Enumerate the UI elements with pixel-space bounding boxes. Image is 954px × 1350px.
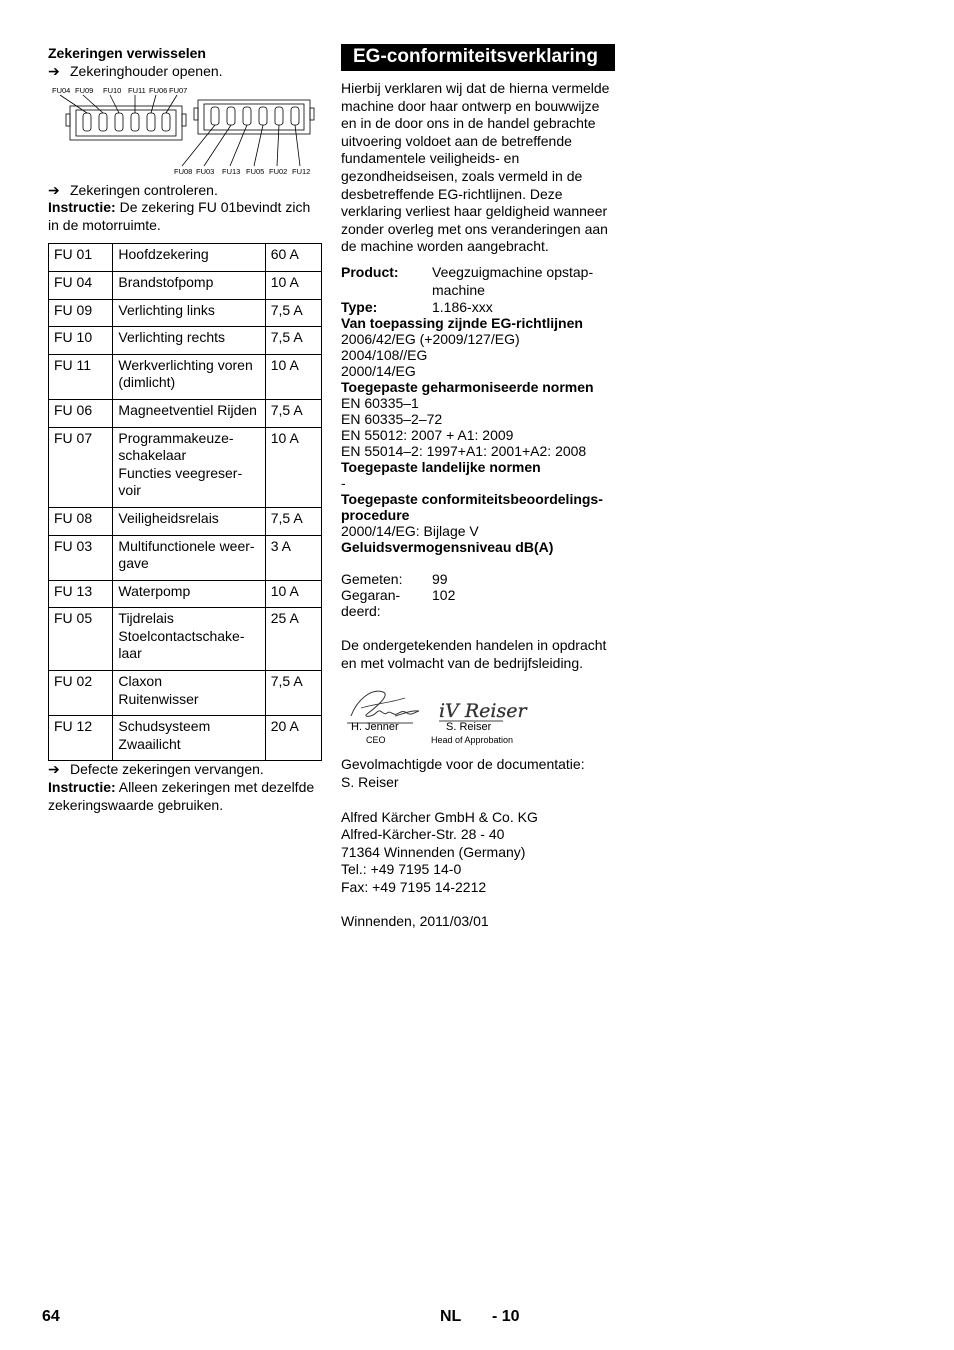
fuse-description: Claxon Ruitenwisser [113, 671, 265, 716]
language-code: NL [440, 1308, 462, 1325]
fuse-rating: 20 A [265, 716, 321, 761]
fuse-rating: 25 A [265, 608, 321, 671]
national-value: - [341, 475, 346, 492]
instruction-text: Alleen zekeringen met dezelfde zekeringswaarde gebruiken. [48, 779, 315, 813]
fuse-description: Hoofdzekering [113, 244, 265, 272]
instruction-text: De zekering FU 01bevindt zich in de motorruimte. [48, 199, 311, 233]
fuse-id: FU 04 [49, 271, 113, 299]
fuse-id: FU 10 [49, 327, 113, 355]
section-heading: Zekeringen verwisselen [48, 45, 206, 61]
measured-row [341, 571, 617, 587]
step-text: Zekeringhouder openen. [70, 63, 223, 79]
fuse-rating: 7,5 A [265, 399, 321, 427]
fuse-description: Veiligheidsrelais [113, 507, 265, 535]
signature-script: iV Reiser [439, 700, 527, 723]
diagram-label-top: FU07 [169, 85, 188, 95]
fuse-id: FU 12 [49, 716, 113, 761]
section-page-number: - 10 [492, 1308, 520, 1325]
signature-area [341, 686, 617, 756]
company-street: Alfred-Kärcher-Str. 28 - 40 [341, 826, 505, 843]
fuse-row [49, 580, 322, 608]
guaranteed-label: Gegaran- deerd: [341, 587, 401, 620]
diagram-label-bottom: FU02 [269, 166, 288, 176]
standard-item: EN 60335–1 [341, 395, 419, 412]
directive-item: 2000/14/EG [341, 363, 416, 380]
fuse-row [49, 535, 322, 580]
directives-heading: Van toepassing zijnde EG-richtlijnen [341, 315, 583, 332]
fuse-description: Magneetventiel Rijden [113, 399, 265, 427]
instruction-note [48, 779, 320, 814]
fuse-rating: 10 A [265, 427, 321, 507]
guaranteed-row [341, 587, 617, 619]
diagram-label-bottom: FU08 [174, 166, 193, 176]
fuse-description: Schudsysteem Zwaailicht [113, 716, 265, 761]
left-column [48, 44, 320, 814]
step-text: Zekeringen controleren. [70, 181, 218, 198]
diagram-label-bottom: FU12 [292, 166, 311, 176]
type-row [341, 299, 617, 315]
diagram-label-bottom: FU13 [222, 166, 241, 176]
fuse-id: FU 06 [49, 399, 113, 427]
fuse-row [49, 354, 322, 399]
diagram-label-top: FU10 [103, 85, 122, 95]
fuse-description: Waterpomp [113, 580, 265, 608]
declaration-title: EG-conformiteitsverklaring [341, 44, 615, 71]
diagram-label-bottom: FU05 [246, 166, 265, 176]
product-label: Product: [341, 263, 399, 280]
company-city: 71364 Winnenden (Germany) [341, 843, 526, 860]
type-label: Type: [341, 299, 378, 316]
fuse-id: FU 01 [49, 244, 113, 272]
instruction-label: Instructie: [48, 779, 116, 796]
signer-name: H. Jenner [351, 721, 399, 734]
sound-heading: Geluidsvermogensniveau dB(A) [341, 539, 554, 556]
step-replace-fuses [48, 761, 320, 779]
place-date: Winnenden, 2011/03/01 [341, 913, 489, 930]
fuse-id: FU 13 [49, 580, 113, 608]
company-name: Alfred Kärcher GmbH & Co. KG [341, 808, 538, 825]
type-value: 1.186-xxx [432, 299, 493, 316]
signer-role: CEO [366, 735, 386, 746]
fuse-rating: 3 A [265, 535, 321, 580]
directive-item: 2004/108//EG [341, 347, 428, 364]
arrow-right-icon: ➔ [48, 63, 60, 79]
fuse-rating: 7,5 A [265, 299, 321, 327]
diagram-label-top: FU06 [149, 85, 168, 95]
fuse-table [48, 243, 322, 761]
fuse-id: FU 07 [49, 427, 113, 507]
fuse-description: Werkverlichting voren (dimlicht) [113, 354, 265, 399]
fuse-rating: 10 A [265, 354, 321, 399]
fuse-description: Verlichting rechts [113, 327, 265, 355]
measured-label: Gemeten: [341, 571, 403, 588]
fuse-holder-diagram [48, 84, 320, 178]
step-open-holder [48, 63, 320, 81]
procedure-value: 2000/14/EG: Bijlage V [341, 523, 479, 540]
fuse-rating: 10 A [265, 580, 321, 608]
fuse-rating: 10 A [265, 271, 321, 299]
fuse-description: Programmakeuze- schakelaar Functies veegreser- voir [113, 427, 265, 507]
page-number: 64 [42, 1308, 60, 1325]
fuse-rating: 7,5 A [265, 671, 321, 716]
standard-item: EN 60335–2–72 [341, 411, 443, 428]
fuse-rating: 60 A [265, 244, 321, 272]
fuse-row [49, 299, 322, 327]
instruction-label: Instructie: [48, 199, 116, 216]
arrow-right-icon: ➔ [48, 761, 60, 778]
harmonised-heading: Toegepaste geharmoniseerde normen [341, 379, 594, 396]
fuse-row [49, 244, 322, 272]
standard-item: EN 55014–2: 1997+A1: 2001+A2: 2008 [341, 443, 587, 460]
fuse-description: Verlichting links [113, 299, 265, 327]
national-heading: Toegepaste landelijke normen [341, 459, 541, 476]
right-column [341, 44, 617, 931]
fuse-row [49, 399, 322, 427]
company-fax: Fax: +49 7195 14-2212 [341, 878, 487, 895]
signer-name: S. Reiser [446, 721, 492, 734]
diagram-label-top: FU04 [52, 85, 71, 95]
fuse-id: FU 05 [49, 608, 113, 671]
diagram-label-bottom: FU03 [196, 166, 215, 176]
fuse-id: FU 08 [49, 507, 113, 535]
fuse-description: Brandstofpomp [113, 271, 265, 299]
fuse-description: Multifunctionele weer- gave [113, 535, 265, 580]
fuse-row [49, 608, 322, 671]
product-row [341, 264, 617, 299]
arrow-right-icon: ➔ [48, 181, 60, 198]
fuse-row [49, 427, 322, 507]
step-text: Defecte zekeringen vervangen. [70, 761, 264, 778]
intro-paragraph: Hierbij verklaren wij dat de hierna vermelde machine door haar ontwerp en bouwwijze en in de door ons in de handel gebrachte uitvoering voldoet aan de betreffende fundamentele veiligheids- en gezondheidseisen, zoals vermeld in de desbetreffende EG-richtlijnen. Deze verklaring verliest haar geldigheid wanneer zonder overleg met ons veranderingen aan de machine worden aangebracht. [341, 80, 610, 255]
procedure-heading: Toegepaste conformiteitsbeoordelings- procedure [341, 491, 603, 524]
measured-value: 99 [432, 571, 448, 588]
signer-role: Head of Approbation [431, 735, 514, 746]
fuse-row [49, 671, 322, 716]
fuse-rating: 7,5 A [265, 507, 321, 535]
company-tel: Tel.: +49 7195 14-0 [341, 861, 462, 878]
fuse-id: FU 11 [49, 354, 113, 399]
doc-representative-label: Gevolmachtigde voor de documentatie: [341, 756, 585, 773]
directive-item: 2006/42/EG (+2009/127/EG) [341, 331, 520, 348]
standard-item: EN 55012: 2007 + A1: 2009 [341, 427, 514, 444]
fuse-row [49, 271, 322, 299]
fuse-description: Tijdrelais Stoelcontactschake- laar [113, 608, 265, 671]
fuse-id: FU 02 [49, 671, 113, 716]
product-value: Veegzuigmachine opstap- machine [432, 263, 594, 298]
fuse-id: FU 09 [49, 299, 113, 327]
fuse-row [49, 327, 322, 355]
doc-representative-name: S. Reiser [341, 773, 399, 790]
instruction-note [48, 199, 320, 234]
signers-paragraph: De ondergetekenden handelen in opdracht en met volmacht van de bedrijfsleiding. [341, 637, 607, 671]
fuse-rating: 7,5 A [265, 327, 321, 355]
guaranteed-value: 102 [432, 587, 456, 604]
step-check-fuses [48, 182, 320, 200]
fuse-row [49, 507, 322, 535]
diagram-label-top: FU11 [128, 85, 146, 95]
fuse-row [49, 716, 322, 761]
diagram-label-top: FU09 [75, 85, 94, 95]
fuse-id: FU 03 [49, 535, 113, 580]
